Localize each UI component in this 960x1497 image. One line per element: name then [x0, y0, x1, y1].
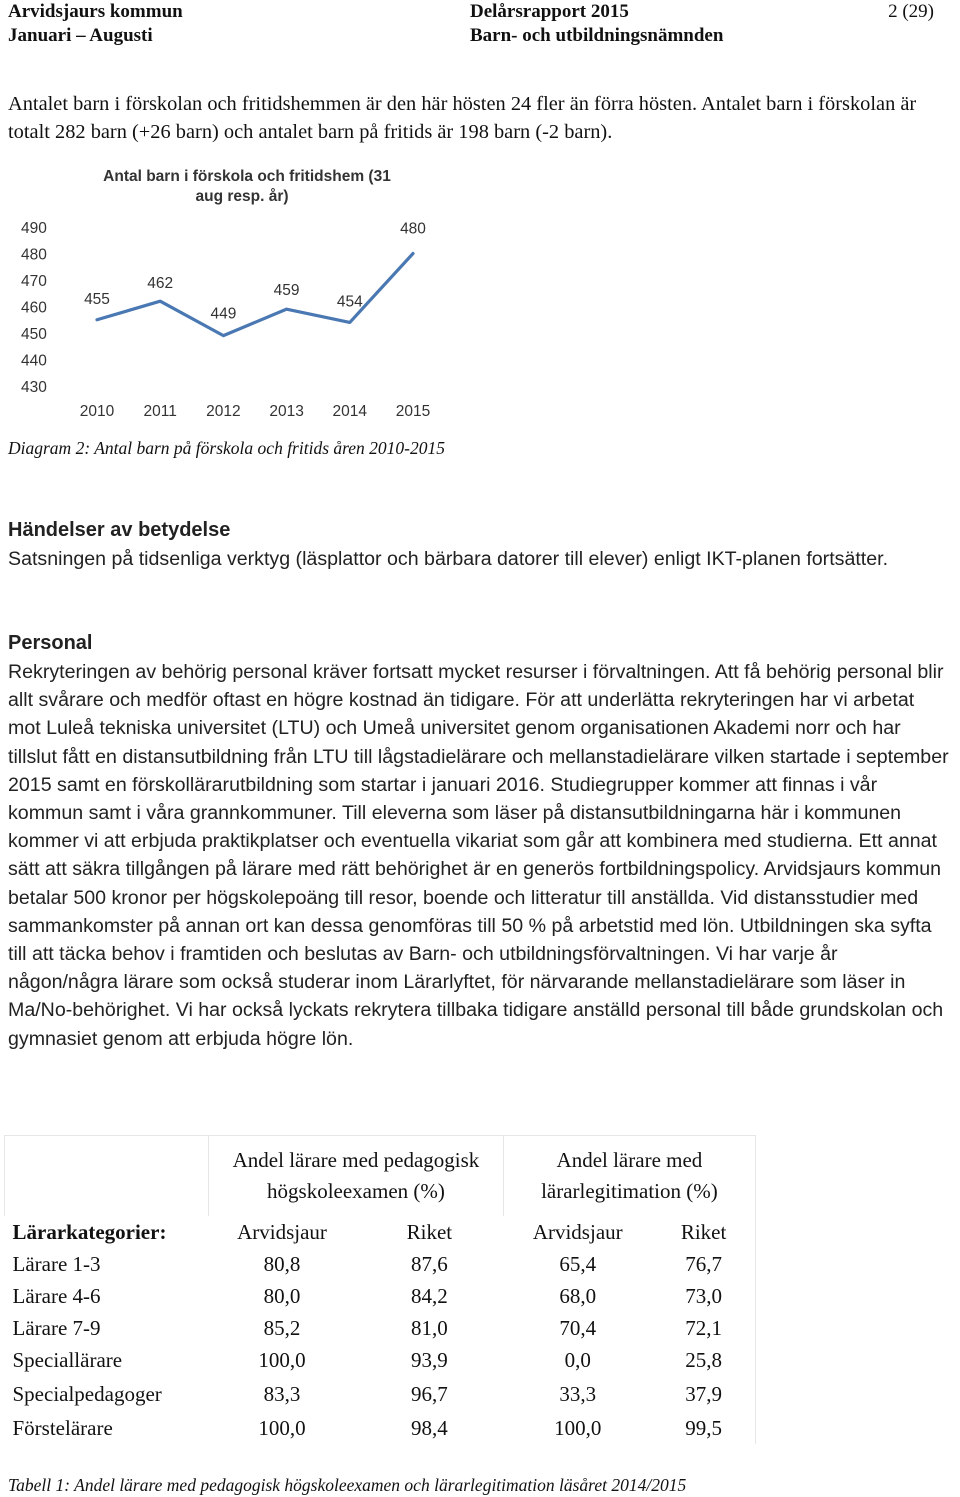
table-cell-category: Lärare 4-6	[12, 1283, 101, 1308]
table-group-header-row	[5, 1136, 756, 1217]
chart-x-tick-label: 2015	[395, 403, 431, 420]
section-title-staff: Personal	[8, 632, 93, 654]
chart-y-tick-label: 450	[21, 326, 47, 343]
chart-series-line	[97, 254, 413, 336]
header-org: Arvidsjaurs kommun	[8, 1, 183, 22]
page-header	[8, 0, 934, 48]
table-cell-b1: 100,0	[554, 1415, 602, 1440]
table-row	[5, 1248, 756, 1280]
table-cell-category: Specialpedagoger	[12, 1381, 162, 1406]
table-cell-a2: 84,2	[411, 1283, 448, 1308]
table-cell-a2: 87,6	[411, 1251, 448, 1276]
chart-y-ticks	[21, 220, 47, 396]
table-cell-a2: 93,9	[411, 1347, 448, 1372]
header-page-number: 2 (29)	[888, 1, 934, 22]
table-cell-b1: 65,4	[559, 1251, 597, 1276]
teacher-table	[4, 1135, 756, 1471]
chart-x-tick-label: 2010	[79, 403, 115, 420]
table-cell-a1: 83,3	[263, 1381, 301, 1406]
header-center	[470, 0, 723, 48]
table-header-a2: Riket	[406, 1219, 453, 1244]
chart-data-label: 459	[273, 282, 300, 300]
table-column-header-row	[5, 1216, 756, 1248]
chart-data-label: 454	[336, 293, 363, 311]
table-row	[5, 1376, 756, 1412]
table-cell-b2: 76,7	[652, 1248, 755, 1280]
table-cell-a2: 98,4	[411, 1415, 448, 1440]
table-cell-a2: 96,7	[411, 1381, 448, 1406]
chart-y-tick-label: 430	[21, 379, 47, 396]
chart-x-tick-label: 2014	[332, 403, 368, 420]
chart-title-line-1: Antal barn i förskola och fritidshem (31	[103, 168, 391, 185]
header-period: Januari – Augusti	[8, 25, 153, 46]
chart-y-tick-label: 440	[21, 352, 47, 370]
section-title-events: Händelser av betydelse	[8, 519, 231, 541]
chart-series	[97, 254, 413, 336]
chart-caption: Diagram 2: Antal barn på förskola och fritids åren 2010-2015	[8, 438, 446, 458]
line-chart	[20, 160, 450, 428]
table-cell-category: Lärare 1-3	[12, 1251, 101, 1276]
table-cell-b2: 25,8	[652, 1344, 755, 1376]
teacher-table-grid	[4, 1135, 756, 1444]
table-cell-b1: 68,0	[559, 1283, 597, 1308]
table-cell-b2: 73,0	[652, 1280, 755, 1312]
table-cell-a2: 81,0	[411, 1315, 448, 1340]
header-report: Delårsrapport 2015	[470, 1, 629, 22]
chart-y-tick-label: 490	[21, 220, 47, 237]
table-row	[5, 1412, 756, 1444]
table-cell-b1: 33,3	[559, 1381, 597, 1406]
chart-data-label: 462	[147, 275, 174, 293]
table-cell-a1: 80,8	[263, 1251, 301, 1276]
chart-x-tick-label: 2012	[206, 403, 241, 420]
table-cell-b1: 0,0	[564, 1347, 591, 1372]
table-cell-a1: 100,0	[258, 1347, 306, 1372]
header-left	[8, 0, 183, 48]
section-text-events: Satsningen på tidsenliga verktyg (läsplattor och bärbara datorer till elever) enligt IKT-planen fortsätter.	[8, 548, 889, 570]
chart-data-label: 455	[84, 290, 110, 308]
chart-title-line-2: aug resp. år)	[195, 188, 289, 205]
chart-data-label: 480	[400, 220, 426, 238]
section-text-staff: Rekryteringen av behörig personal kräver fortsatt mycket resurser i förvaltningen. Att få behörig personal blir allt svårare och medför oftast en högre kostnad än tidigare. För att underlätta rekryteringen har vi arbetat mot Luleå tekniska universitet (LTU) och Umeå universitet genom organisationen Akademi norr och har tillslut fått en distansutbildning från LTU till lågstadielärare och mellanstadielärare vilken startade i september 2015 samt en förskollärarutbildning som startar i januari 2016. Studiegrupper kommer att finnas i vår kommun samt i våra grannkommuner. Till eleverna som läser på distansutbildningarna här i kommunen kommer vi att erbjuda praktikplatser och eventuella vikariat som går att kombinera med studierna. Ett annat sätt att säkra tillgången på lärare med rätt behörighet är en generös fortbildningspolicy. Arvidsjaurs kommun betalar 500 kronor per högskolepoäng till resor, boende och litteratur till anställda. Vid distansstudier med sammankomster på annan ort kan dessa genomföras till 50 % på arbetstid med lön. Utbildningen ska syfta till att täcka behov i framtiden och beslutas av Barn- och utbildningsförvaltningen. Vi har varje år någon/några lärare som också studerar inom Lärarlyftet, för närvarande mellanstadielärare som läser in Ma/No-behörighet. Vi har också lyckats rekrytera tillbaka tidigare anställd personal till både grundskolan och gymnasiet genom att erbjuda högre lön.	[8, 661, 949, 1050]
chart-x-tick-label: 2013	[269, 403, 304, 420]
chart-y-tick-label: 470	[21, 273, 47, 290]
table-cell-category: Speciallärare	[12, 1347, 123, 1372]
table-group-header-2: Andel lärare med lärarlegitimation (%)	[503, 1136, 755, 1217]
table-cell-b2: 99,5	[652, 1412, 755, 1444]
table-row	[5, 1280, 756, 1312]
table-cell-b2: 37,9	[652, 1376, 755, 1412]
table-header-b2: Riket	[652, 1216, 755, 1248]
chart-x-ticks	[80, 403, 430, 420]
chart-y-tick-label: 480	[21, 246, 47, 264]
table-cell-b1: 70,4	[559, 1315, 597, 1340]
intro-paragraph: Antalet barn i förskolan och fritidshemmen är den här hösten 24 fler än förra hösten. Antalet barn i förskolan är totalt 282 barn (+26 barn) och antalet barn på fritids är 198 barn (-2 barn).	[8, 93, 917, 144]
chart-y-tick-label: 460	[21, 299, 47, 317]
table-header-b1: Arvidsjaur	[532, 1219, 623, 1244]
table-cell-category: Lärare 7-9	[12, 1315, 101, 1340]
table-header-category: Lärarkategorier:	[12, 1219, 167, 1244]
table-group-header-1: Andel lärare med pedagogisk högskoleexamen (%)	[209, 1136, 504, 1217]
table-row	[5, 1344, 756, 1376]
table-caption: Tabell 1: Andel lärare med pedagogisk högskoleexamen och lärarlegitimation läsåret 2014/2015	[8, 1475, 687, 1495]
table-cell-a1: 80,0	[263, 1283, 301, 1308]
table-header-a1: Arvidsjaur	[237, 1219, 327, 1244]
table-row	[5, 1312, 756, 1344]
line-chart-svg	[20, 160, 450, 428]
table-cell-a1: 100,0	[258, 1415, 306, 1440]
table-cell-category: Förstelärare	[12, 1415, 113, 1440]
table-cell-a1: 85,2	[263, 1315, 301, 1340]
table-cell-b2: 72,1	[652, 1312, 755, 1344]
header-board: Barn- och utbildningsnämnden	[470, 25, 724, 46]
chart-x-tick-label: 2011	[143, 403, 177, 420]
chart-data-label: 449	[210, 305, 237, 323]
